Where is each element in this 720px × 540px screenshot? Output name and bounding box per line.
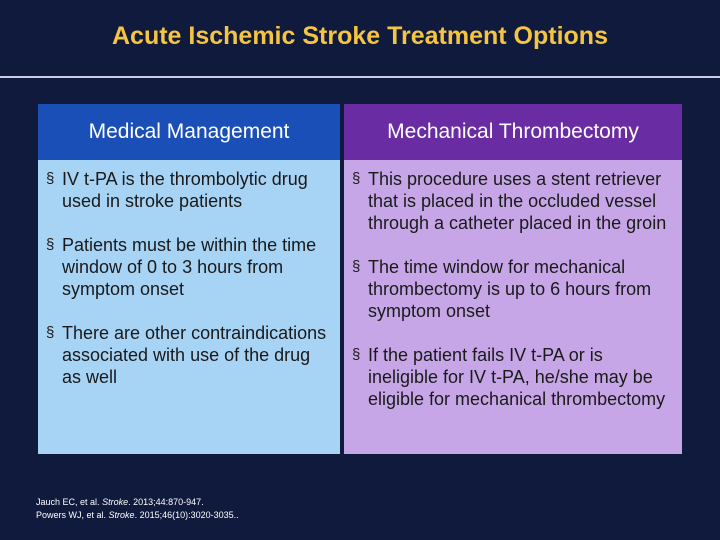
list-item: § The time window for mechanical thrombectomy is up to 6 hours from symptom onset [344,256,674,322]
list-item: § Patients must be within the time window of 0 to 3 hours from symptom onset [38,234,332,300]
medical-management-heading: Medical Management [38,104,340,160]
mechanical-thrombectomy-heading: Mechanical Thrombectomy [344,104,682,160]
mechanical-thrombectomy-list [344,168,682,432]
medical-management-list [38,168,340,410]
mechanical-thrombectomy-panel [344,104,682,454]
list-item: § If the patient fails IV t-PA or is ineligible for IV t-PA, he/she may be eligible for mechanical thrombectomy [344,344,674,410]
reference-authors: Powers WJ, et al. [36,510,107,520]
reference-line [36,509,239,522]
reference-line [36,496,239,509]
slide-title: Acute Ischemic Stroke Treatment Options [112,22,608,50]
reference-authors: Jauch EC, et al. [36,497,100,507]
references [36,496,239,522]
reference-journal: Stroke [102,497,129,507]
reference-journal: Stroke [108,510,135,520]
reference-details: . 2013;44:870-947. [128,497,204,507]
list-item: § This procedure uses a stent retriever that is placed in the occluded vessel through a catheter placed in the groin [344,168,674,234]
title-divider [0,76,720,78]
medical-management-panel [38,104,340,454]
reference-details: . 2015;46(10):3020-3035.. [134,510,239,520]
list-item: § IV t-PA is the thrombolytic drug used in stroke patients [38,168,332,212]
list-item: § There are other contraindications associated with use of the drug as well [38,322,332,388]
